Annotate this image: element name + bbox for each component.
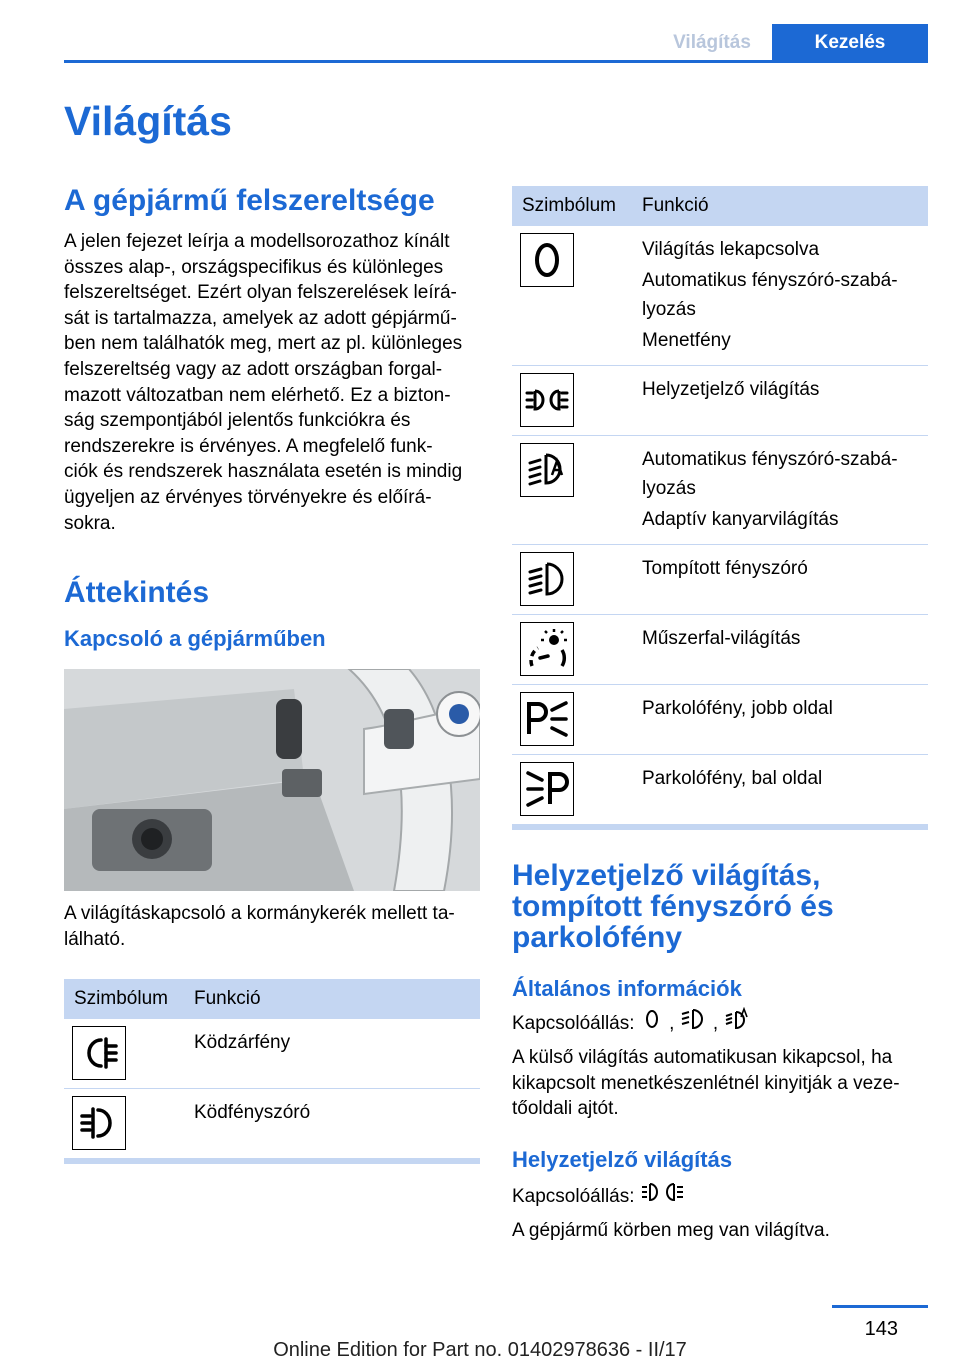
col-symbol-header: Szimbólum [512, 186, 632, 226]
overview-subheading: Kapcsoló a gépjárműben [64, 626, 326, 652]
header-rule [64, 60, 928, 63]
caption-line: lálható. [64, 928, 126, 950]
col-function-header: Funkció [632, 186, 928, 226]
heading-line: parkolófény [512, 921, 683, 954]
parking-light-left-icon [520, 762, 574, 816]
equipment-text [64, 229, 480, 536]
fog-lights-table [64, 979, 480, 1159]
col-function-header: Funkció [184, 979, 480, 1019]
function-text: Tompított fényszóró [642, 558, 808, 579]
general-info-heading: Általános információk [512, 976, 742, 1001]
general-info-text [512, 1045, 928, 1122]
footer-edition: Online Edition for Part no. 01402978636 - II/17 [273, 1339, 687, 1361]
function-text: Ködfényszóró [194, 1102, 311, 1124]
header-chapter-tab: Kezelés [772, 24, 928, 62]
equipment-heading: A gépjármű felszereltsége [64, 184, 435, 217]
table-row [512, 545, 928, 615]
photo-caption [64, 901, 480, 952]
equipment-line: rendszerekre is érvényes. A megfelelő funk- [64, 435, 433, 457]
general-line: A külső világítás automatikusan kikapcsol, ha [512, 1047, 893, 1068]
overview-heading: Áttekintés [64, 576, 210, 610]
function-text: Automatikus fényszóró-szabá- lyozás [642, 270, 898, 320]
zero-position-icon [520, 233, 574, 287]
left-column [64, 182, 480, 1164]
caption-line: A világításkapcsoló a kormánykerék mellett ta- [64, 903, 455, 925]
table-end-rule [64, 1159, 480, 1164]
parking-lights-text: A gépjármű körben meg van világítva. [512, 1219, 830, 1241]
header-tabs [652, 24, 928, 62]
col-symbol-header: Szimbólum [64, 979, 184, 1019]
low-beam-icon [680, 1007, 708, 1041]
right-column [512, 186, 928, 1243]
zero-position-icon [640, 1007, 664, 1041]
function-text: Automatikus fényszóró-szabá- lyozás [642, 449, 898, 499]
function-text: Műszerfal-világítás [642, 628, 801, 649]
heading-line: tompított fényszóró és [512, 890, 834, 923]
light-switch-table [512, 186, 928, 825]
function-text: Parkolófény, bal oldal [642, 768, 823, 789]
footer-rule [832, 1305, 928, 1308]
general-line: kikapcsolt menetkészenlétnél kinyitják a veze- [512, 1072, 900, 1094]
instrument-lighting-icon [520, 622, 574, 676]
equipment-line: sát is tartalmazza, amelyek az adott gépjármű- [64, 307, 457, 329]
table-row [512, 226, 928, 366]
auto-headlight-icon [724, 1007, 752, 1041]
page-number: 143 [864, 1318, 898, 1340]
equipment-line: ben nem találhatók meg, mert az pl. különleges [64, 333, 463, 355]
table-header-row [512, 186, 928, 226]
parking-light-right-icon [520, 692, 574, 746]
equipment-line: összes alap-, országspecifikus és különleges [64, 256, 444, 278]
table-row [64, 1019, 480, 1089]
equipment-line: felszereltség vagy az adott országban forgal- [64, 358, 443, 380]
auto-headlight-icon [520, 443, 574, 497]
header-section-tab: Világítás [652, 24, 772, 62]
switch-positions-line: Kapcsolóállás: , , [512, 1007, 928, 1041]
equipment-line: felszereltséget. Ezért olyan felszerelések leírá- [64, 282, 457, 304]
table-row [512, 366, 928, 436]
function-text: Helyzetjelző világítás [642, 379, 820, 400]
equipment-line: A jelen fejezet leírja a modellsorozathoz kínált [64, 231, 450, 252]
parking-lights-icon [520, 373, 574, 427]
table-header-row [64, 979, 480, 1019]
parking-lights-icon [640, 1180, 686, 1214]
table-end-rule [512, 825, 928, 830]
table-row [512, 436, 928, 545]
table-row [64, 1089, 480, 1159]
function-text: Adaptív kanyarvilágítás [642, 509, 839, 530]
function-text: Menetfény [642, 330, 731, 351]
parking-switch-label: Kapcsolóállás: [512, 1185, 635, 1207]
page-title: Világítás [64, 98, 232, 144]
rear-fog-light-icon [72, 1026, 126, 1080]
switch-positions-label: Kapcsolóállás: [512, 1013, 635, 1035]
equipment-line: mazott változatban nem elérhető. Ez a bizton- [64, 384, 451, 406]
general-line: tőoldali ajtót. [512, 1098, 619, 1120]
equipment-line: ság szempontjából jelentős funkciókra és [64, 410, 411, 432]
function-text: Parkolófény, jobb oldal [642, 698, 833, 719]
function-text: Világítás lekapcsolva [642, 239, 820, 260]
table-row [512, 685, 928, 755]
low-beam-icon [520, 552, 574, 606]
lights-section-heading [512, 860, 928, 953]
equipment-line: ciók és rendszerek használata esetén is mindig [64, 461, 463, 483]
heading-line: Helyzetjelző világítás, [512, 859, 821, 892]
light-switch-photo [64, 669, 480, 891]
parking-switch-line [512, 1180, 928, 1214]
table-row [512, 615, 928, 685]
function-text: Ködzárfény [194, 1032, 291, 1054]
front-fog-light-icon [72, 1096, 126, 1150]
parking-lights-heading: Helyzetjelző világítás [512, 1146, 733, 1172]
table-row [512, 755, 928, 825]
equipment-line: sokra. [64, 512, 116, 534]
equipment-line: ügyeljen az érvényes törvényekre és előírá- [64, 486, 432, 508]
